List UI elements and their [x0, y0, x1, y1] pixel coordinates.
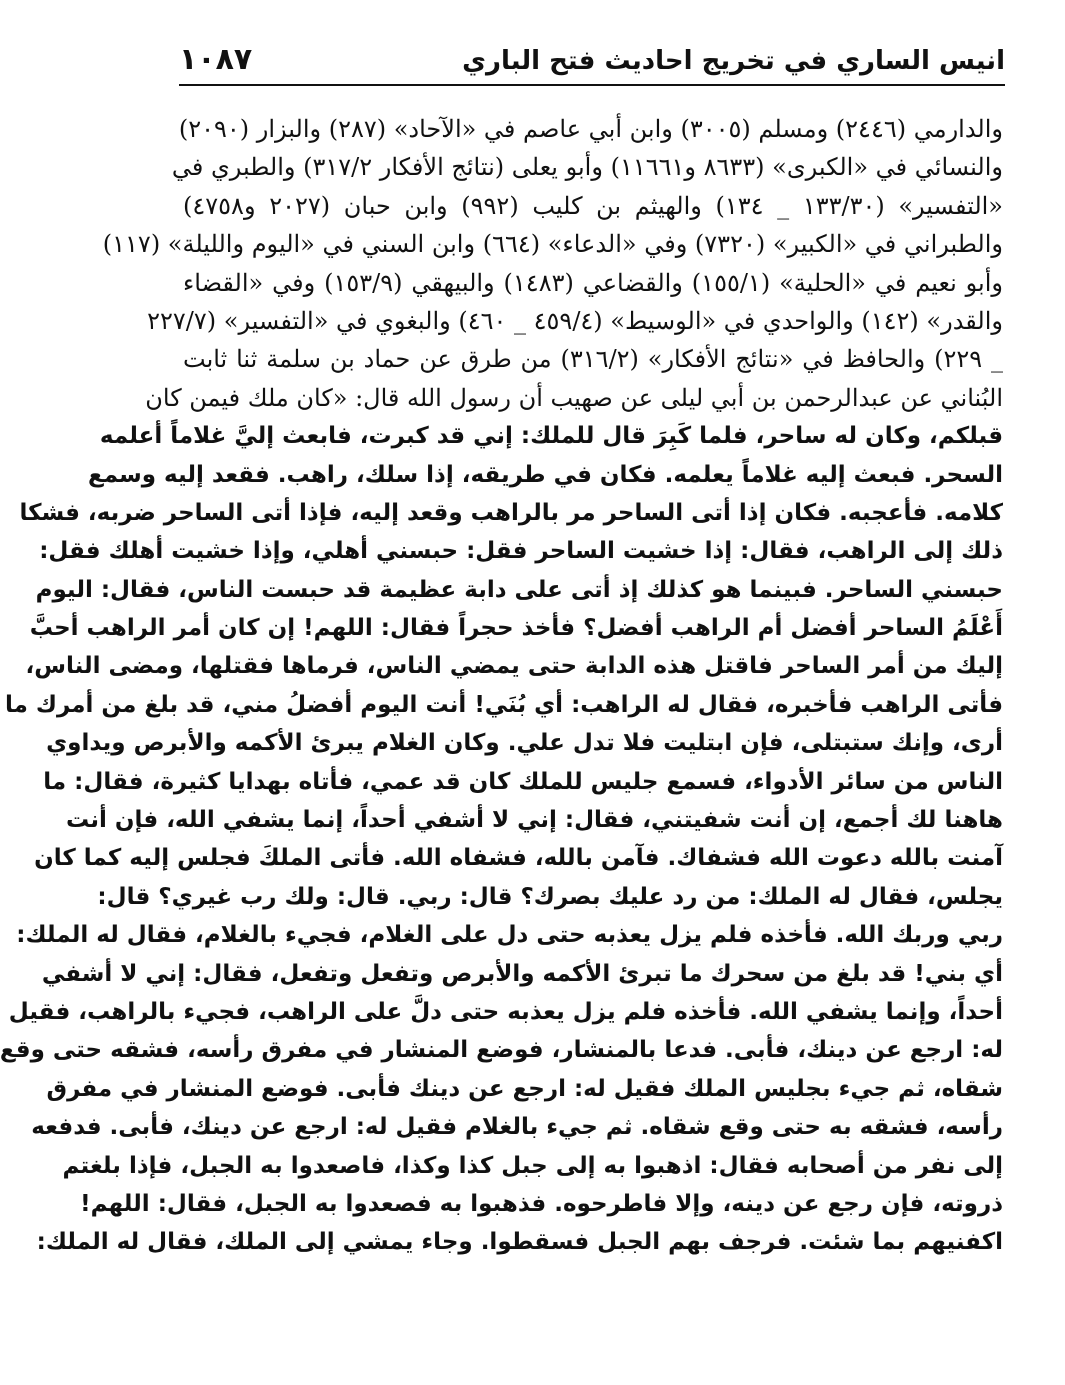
hadith-line: أرى، وإنك ستبتلى، فإن ابتليت فلا تدل علي. وكان الغلام يبرئ الأكمه والأبرص ويداوي — [46, 730, 1003, 757]
hadith-line: هاهنا لك أجمع، إن أنت شفيتني، فقال: إني لا أشفي أحداً، إنما يشفي الله، فإن أنت — [65, 807, 1003, 834]
hadith-line: كلامه. فأعجبه. فكان إذا أتى الساحر مر بالراهب وقعد إليه، فإذا أتى الساحر ضربه، فشكا — [19, 499, 1003, 526]
text-line: والدارمي (٢٤٤٦) ومسلم (٣٠٠٥) وابن أبي عاصم في «الآحاد» (٢٨٧) والبزار (٢٠٩٠) — [178, 115, 1003, 143]
hadith-line: له: ارجع عن دينك، فأبى. فدعا بالمنشار، فوضع المنشار في مفرق رأسه، فشقه حتى وقع — [0, 1037, 1003, 1064]
running-title: انيس الساري في تخريج احاديث فتح الباري — [462, 46, 1005, 76]
hadith-line: إلى نفر من أصحابه فقال: اذهبوا به إلى جبل كذا وكذا، فاصعدوا به الجبل، فإذا بلغتم — [62, 1152, 1003, 1179]
text-line: «التفسير» (١٣٣/٣٠ _ ١٣٤) والهيثم بن كليب (٩٩٢) وابن حبان (٢٠٢٧ و٤٧٥٨) — [183, 191, 1003, 220]
hadith-line: اكفنيهم بما شئت. فرجف بهم الجبل فسقطوا. وجاء يمشي إلى الملك، فقال له الملك: — [36, 1229, 1003, 1256]
text-line: والقدر» (١٤٢) والواحدي في «الوسيط» (٤٥٩/٤ _ ٤٦٠) والبغوي في «التفسير» (٢٢٧/٧ — [147, 306, 1003, 335]
hadith-line: قبلكم، وكان له ساحر، فلما كَبِرَ قال للملك: إني قد كبرت، فابعث إليَّ غلاماً أعلمه — [99, 423, 1003, 450]
text-line: _ ٢٢٩) والحافظ في «نتائج الأفكار» (٣١٦/٢) من طرق عن حماد بن سلمة ثنا ثابت — [183, 345, 1003, 374]
hadith-line: ربي وربك الله. فأخذه فلم يزل يعذبه حتى دل على الغلام، فجيء بالغلام، فقال له الملك: — [16, 922, 1003, 949]
text-line: والطبراني في «الكبير» (٧٣٢٠) وفي «الدعاء» (٦٦٤) وابن السني في «اليوم والليلة» (١١٧) — [102, 230, 1003, 259]
hadith-line: أي بني! قد بلغ من سحرك ما تبرئ الأكمه والأبرص وتفعل وتفعل، فقال: إني لا أشفي — [41, 960, 1003, 987]
header-rule — [179, 84, 1005, 86]
text-line: والنسائي في «الكبرى» (٨٦٣٣ و١١٦٦١) وأبو يعلى (نتائج الأفكار ٣١٧/٢) والطبري في — [171, 153, 1003, 182]
page-number: ١٠٨٧ — [179, 42, 253, 77]
hadith-line: السحر. فبعث إليه غلاماً يعلمه. فكان في طريقه، إذا سلك، راهب. فقعد إليه وسمع — [88, 461, 1003, 488]
text-line: وأبو نعيم في «الحلية» (١٥٥/١) والقضاعي (١٤٨٣) والبيهقي (١٥٣/٩) وفي «القضاء — [183, 268, 1003, 297]
hadith-line: ذروته، فإن رجع عن دينه، وإلا فاطرحوه. فذهبوا به فصعدوا به الجبل، فقال: اللهم! — [80, 1190, 1003, 1217]
hadith-line: إليك من أمر الساحر فاقتل هذه الدابة حتى يمضي الناس، فرماها فقتلها، ومضى الناس، — [25, 653, 1003, 680]
body-text — [0, 110, 1003, 1262]
hadith-line: يجلس، فقال له الملك: من رد عليك بصرك؟ قال: ربي. قال: ولك رب غيري؟ قال: — [97, 883, 1003, 910]
hadith-line: شقاه، ثم جيء بجليس الملك فقيل له: ارجع عن دينك فأبى. فوضع المنشار في مفرق — [46, 1075, 1003, 1102]
hadith-line: فأتى الراهب فأخبره، فقال له الراهب: أي بُنَي! أنت اليوم أفضلُ مني، قد بلغ من أمرك ما — [5, 691, 1003, 718]
page-header — [179, 38, 1005, 82]
hadith-line: ذلك إلى الراهب، فقال: إذا خشيت الساحر فقل: حبسني أهلي، وإذا خشيت أهلك فقل: — [39, 538, 1003, 565]
hadith-line: أَعْلَمُ الساحر أفضل أم الراهب أفضل؟ فأخذ حجراً فقال: اللهم! إن كان أمر الراهب أحبَّ — [29, 615, 1003, 642]
hadith-line: آمنت بالله دعوت الله فشفاك. فآمن بالله، فشفاه الله. فأتى الملكَ فجلس إليه كما كان — [34, 845, 1003, 872]
text-line: البُناني عن عبدالرحمن بن أبي ليلى عن صهيب أن رسول الله قال: «كان ملك فيمن كان — [145, 383, 1003, 412]
hadith-line: الناس من سائر الأدواء، فسمع جليس للملك كان قد عمي، فأتاه بهدايا كثيرة، فقال: ما — [43, 768, 1003, 795]
hadith-line: رأسه، فشقه به حتى وقع شقاه. ثم جيء بالغلام فقيل له: ارجع عن دينك، فأبى. فدفعه — [31, 1114, 1003, 1141]
hadith-line: أحداً، وإنما يشفي الله. فأخذه فلم يزل يعذبه حتى دلَّ على الراهب، فجيء بالراهب، فقيل — [8, 998, 1003, 1025]
hadith-line: حبسني الساحر. فبينما هو كذلك إذ أتى على دابة عظيمة قد حبست الناس، فقال: اليوم — [35, 576, 1003, 603]
